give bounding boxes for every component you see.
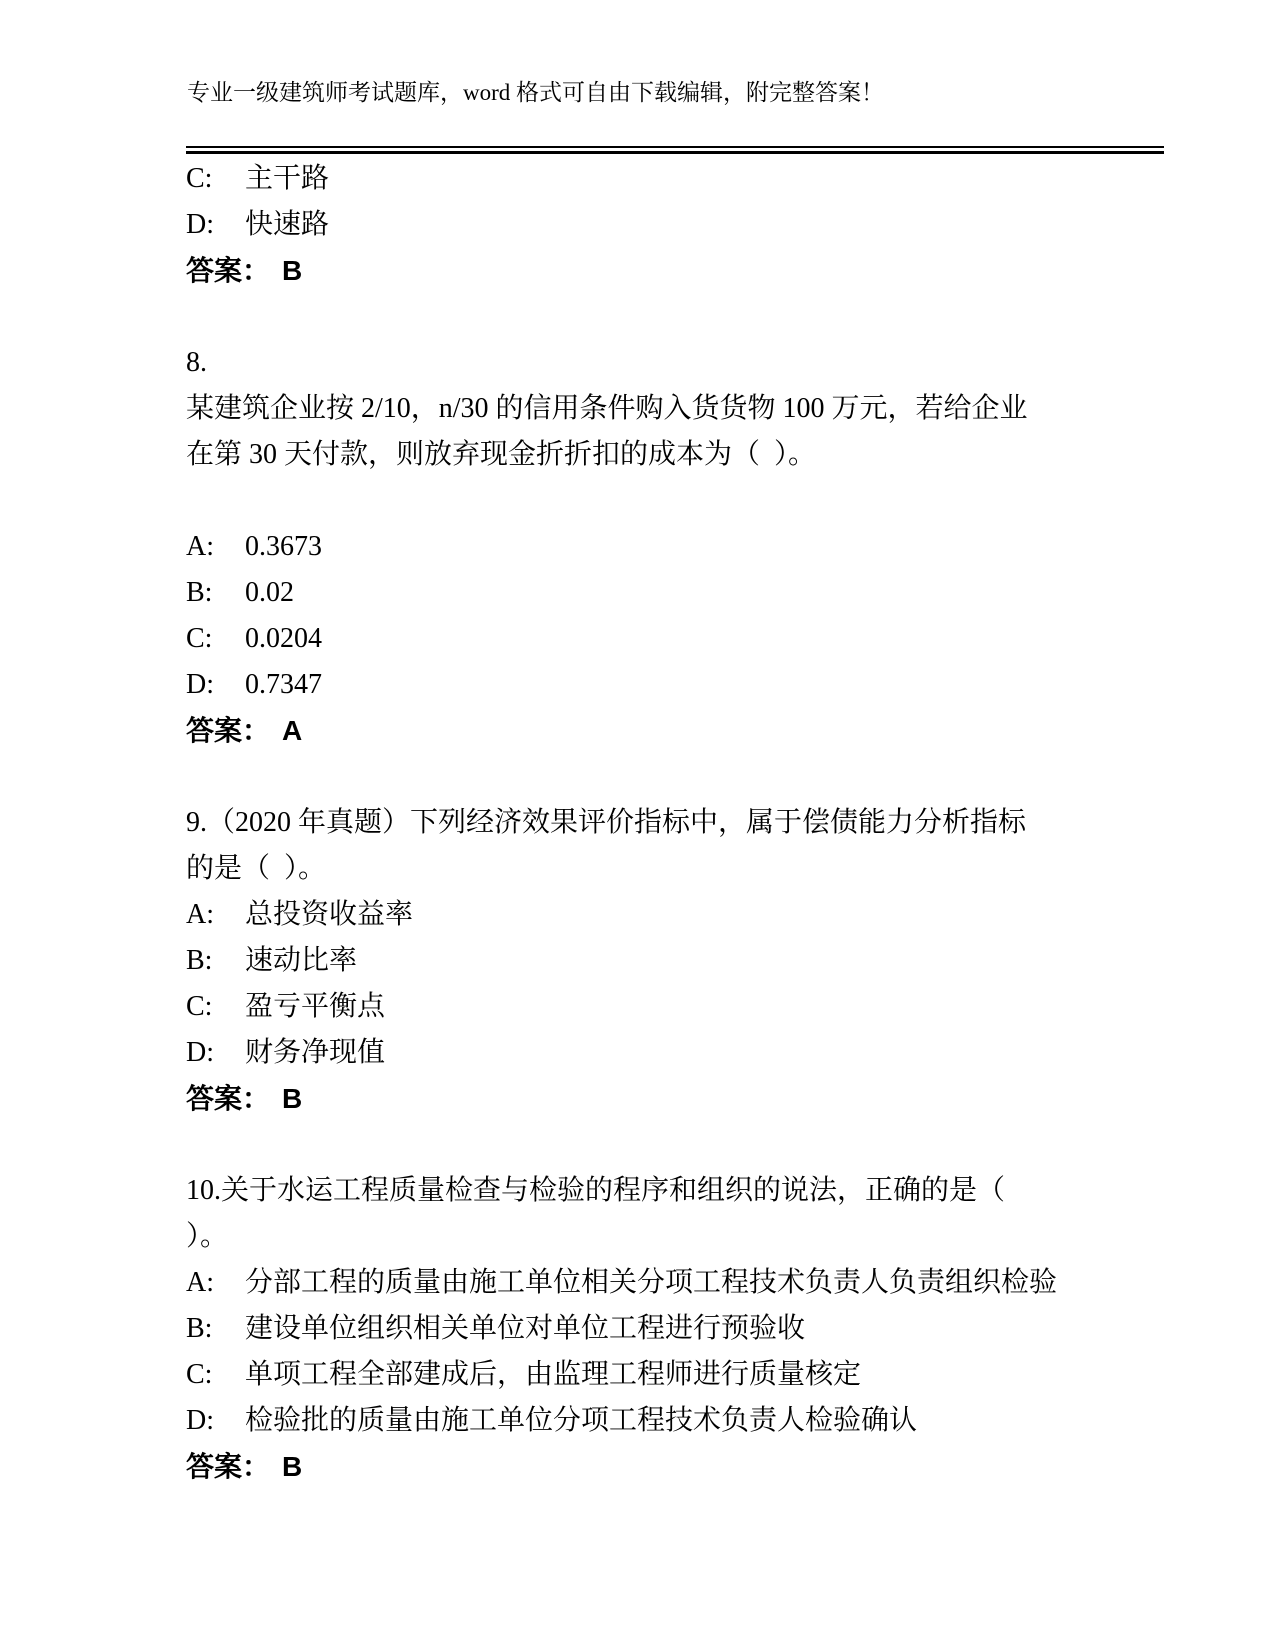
option-text: 建设单位组织相关单位对单位工程进行预验收 (245, 1313, 806, 1344)
option-text: 总投资收益率 (245, 899, 414, 930)
option-label: D: (186, 1037, 214, 1068)
option-label: A: (186, 1267, 214, 1298)
option-text: 单项工程全部建成后，由监理工程师进行质量核定 (245, 1359, 862, 1390)
option-line (186, 156, 1146, 202)
header-rule (186, 146, 1164, 154)
option-text: 财务净现值 (245, 1037, 386, 1068)
answer-label: 答案： (186, 1083, 271, 1114)
option-line (186, 202, 1146, 248)
stem-line: ）。 (186, 1221, 229, 1252)
option-label: D: (186, 669, 214, 700)
answer-label: 答案： (186, 255, 271, 286)
answer-line (186, 1076, 1146, 1122)
answer-line (186, 248, 1146, 294)
answer-line (186, 708, 1146, 754)
option-text: 盈亏平衡点 (245, 991, 386, 1022)
option-label: D: (186, 209, 214, 240)
option-label: C: (186, 163, 213, 194)
spacer (186, 294, 1146, 340)
option-label: C: (186, 1359, 213, 1390)
option-line (186, 662, 1146, 708)
stem-line: 9.（2020 年真题）下列经济效果评价指标中，属于偿债能力分析指标 (186, 807, 1027, 838)
option-text: 主干路 (245, 163, 330, 194)
stem-line: 10.关于水运工程质量检查与检验的程序和组织的说法，正确的是（ (186, 1175, 1006, 1206)
option-text: 0.0204 (245, 623, 322, 654)
option-label: B: (186, 1313, 213, 1344)
stem-line: 的是（ ）。 (186, 853, 327, 884)
option-text: 0.7347 (245, 669, 322, 700)
option-line (186, 892, 1146, 938)
spacer (186, 478, 1146, 524)
option-line (186, 984, 1146, 1030)
option-line (186, 1260, 1146, 1306)
header-note: 专业一级建筑师考试题库，word 格式可自由下载编辑，附完整答案！ (187, 80, 885, 105)
spacer (186, 1122, 1146, 1168)
option-text: 速动比率 (245, 945, 358, 976)
option-label: D: (186, 1405, 214, 1436)
answer-value: B (282, 1083, 303, 1114)
option-line (186, 616, 1146, 662)
option-text: 分部工程的质量由施工单位相关分项工程技术负责人负责组织检验 (245, 1267, 1058, 1298)
option-line (186, 570, 1146, 616)
stem-line: 某建筑企业按 2/10，n/30 的信用条件购入货货物 100 万元，若给企业 (186, 393, 1028, 424)
option-label: C: (186, 991, 213, 1022)
option-text: 快速路 (245, 209, 330, 240)
option-line (186, 1306, 1146, 1352)
option-text: 0.3673 (245, 531, 322, 562)
spacer (186, 754, 1146, 800)
answer-value: A (282, 715, 303, 746)
option-text: 检验批的质量由施工单位分项工程技术负责人检验确认 (245, 1405, 918, 1436)
option-label: A: (186, 899, 214, 930)
option-line (186, 938, 1146, 984)
option-text: 0.02 (245, 577, 294, 608)
answer-label: 答案： (186, 715, 271, 746)
stem-line: 在第 30 天付款，则放弃现金折折扣的成本为（ ）。 (186, 439, 817, 470)
option-label: B: (186, 577, 213, 608)
answer-label: 答案： (186, 1451, 271, 1482)
option-line (186, 1398, 1146, 1444)
option-label: C: (186, 623, 213, 654)
option-line (186, 1352, 1146, 1398)
option-line (186, 1030, 1146, 1076)
answer-value: B (282, 1451, 303, 1482)
question-number: 8. (186, 347, 207, 378)
document-body (186, 156, 1146, 1490)
option-label: B: (186, 945, 213, 976)
option-label: A: (186, 531, 214, 562)
answer-line (186, 1444, 1146, 1490)
option-line (186, 524, 1146, 570)
answer-value: B (282, 255, 303, 286)
